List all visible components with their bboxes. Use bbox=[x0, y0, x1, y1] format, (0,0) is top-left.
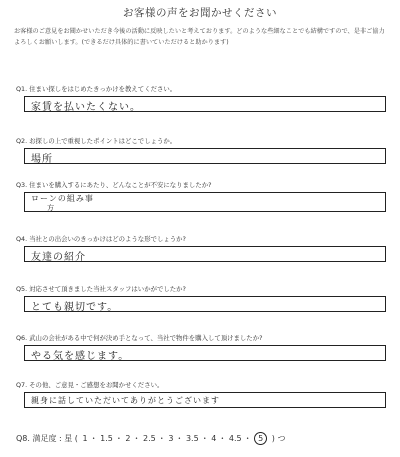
rating-option[interactable]: 3.5 bbox=[185, 434, 199, 443]
page-title: お客様の声をお聞かせください bbox=[123, 7, 277, 19]
question-label: Q7. その他、ご意見・ご感想をお聞かせください。 bbox=[16, 381, 164, 389]
answer-text: ローンの組み事 bbox=[31, 194, 94, 203]
answer-box[interactable] bbox=[24, 345, 386, 361]
question-4 bbox=[10, 234, 390, 262]
rating-option[interactable]: 1 bbox=[82, 434, 88, 443]
question-7 bbox=[10, 380, 390, 408]
answer-box[interactable] bbox=[24, 148, 386, 164]
answer-text: 親身に話していただいてありがとうございます bbox=[31, 396, 220, 405]
answer-box[interactable] bbox=[24, 96, 386, 112]
q8-suffix: ) つ bbox=[271, 434, 286, 443]
question-5 bbox=[10, 284, 390, 312]
answer-box[interactable] bbox=[24, 296, 386, 312]
answer-text: 場所 bbox=[31, 154, 53, 165]
rating-option[interactable]: 3 bbox=[168, 434, 174, 443]
answer-box[interactable] bbox=[24, 392, 386, 408]
q8-label: Q8. 満足度 : 星 ( bbox=[16, 434, 78, 443]
answer-box[interactable] bbox=[24, 192, 386, 212]
intro-text: お客様のご意見をお聞かせいただき今後の活動に反映したいと考えております。どのような些細なことでも結構ですので、是非ご協力よろしくお願いします。(できるだけ具体的に書いていただけると助かります) bbox=[14, 28, 385, 46]
rating-option[interactable]: 4 bbox=[211, 434, 217, 443]
question-label: Q1. 住まい探しをはじめたきっかけを教えてください。 bbox=[16, 85, 177, 93]
answer-text: やる気を感じます。 bbox=[31, 351, 130, 362]
question-label: Q6. 武山の会社がある中で何が決め手となって、当社で物件を購入して頂けましたか? bbox=[16, 334, 263, 342]
answer-text: 家賃を払いたくない。 bbox=[31, 102, 141, 113]
question-6 bbox=[10, 333, 390, 361]
question-3 bbox=[10, 180, 390, 212]
question-1 bbox=[10, 84, 390, 112]
rating-option[interactable]: 2 bbox=[125, 434, 131, 443]
rating-option[interactable]: 2.5 bbox=[143, 434, 156, 443]
question-8-satisfaction: Q8. 満足度 : 星 ( 1 ・ 1.5 ・ 2 ・ 2.5 ・ 3 ・ 3.5 ・ 4 ・ 4.5 ・ 5 ) つ bbox=[16, 434, 286, 443]
answer-text: とても親切です。 bbox=[31, 302, 119, 313]
answer-subtext: 方 bbox=[47, 204, 54, 212]
question-label: Q3. 住まいを購入するにあたり、どんなことが不安になりましたか? bbox=[16, 181, 212, 189]
rating-option[interactable]: 4.5 bbox=[228, 434, 242, 443]
question-label: Q5. 対応させて頂きました当社スタッフはいかがでしたか? bbox=[16, 285, 186, 293]
question-label: Q4. 当社との出会いのきっかけはどのような形でしょうか? bbox=[16, 235, 186, 243]
question-2 bbox=[10, 136, 390, 164]
answer-box[interactable] bbox=[24, 246, 386, 262]
question-label: Q2. お探しの上で重視したポイントはどこでしょうか。 bbox=[16, 137, 177, 145]
rating-option[interactable]: 1.5 bbox=[100, 434, 113, 443]
answer-text: 友達の紹介 bbox=[31, 252, 86, 263]
rating-option-selected[interactable]: 5 bbox=[254, 432, 267, 445]
